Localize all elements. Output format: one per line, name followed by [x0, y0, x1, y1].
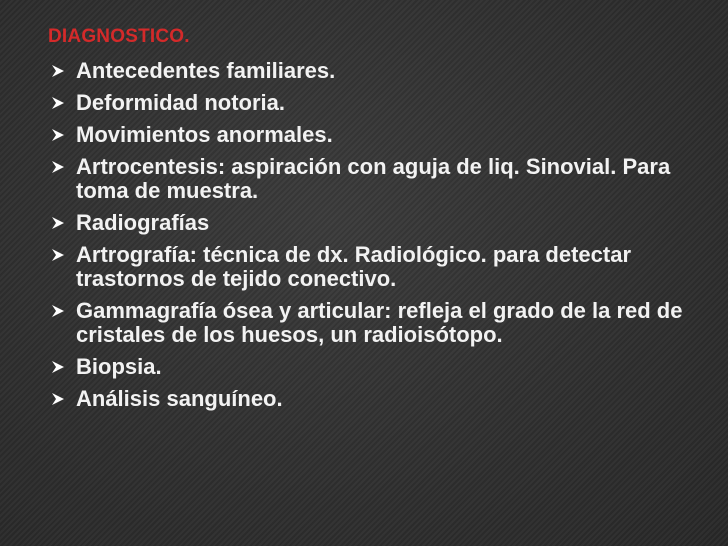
bullet-item-antecedentes — [50, 59, 710, 83]
bullet-item-analisis — [50, 387, 710, 411]
arrow-bullet-icon — [50, 215, 66, 231]
slide-heading: DIAGNOSTICO. — [48, 26, 190, 47]
bullet-text: Radiografías — [76, 210, 210, 235]
arrow-bullet-icon — [50, 95, 66, 111]
bullet-item-biopsia — [50, 355, 710, 379]
bullet-text: Gammagrafía ósea y articular: refleja el grado de la red de cristales de los huesos, un radioisótopo. — [76, 298, 683, 347]
bullet-text: Antecedentes familiares. — [76, 58, 336, 83]
arrow-bullet-icon — [50, 159, 66, 175]
arrow-bullet-icon — [50, 359, 66, 375]
bullet-text: Deformidad notoria. — [76, 90, 286, 115]
bullet-text: Movimientos anormales. — [76, 122, 333, 147]
arrow-bullet-icon — [50, 391, 66, 407]
arrow-bullet-icon — [50, 127, 66, 143]
bullet-item-artrocentesis — [50, 155, 710, 203]
bullet-item-artrografia — [50, 243, 710, 291]
bullet-list — [50, 59, 710, 419]
arrow-bullet-icon — [50, 303, 66, 319]
bullet-text: Análisis sanguíneo. — [76, 386, 283, 411]
bullet-item-gammagrafia — [50, 299, 710, 347]
bullet-text: Artrocentesis: aspiración con aguja de liq. Sinovial. Para toma de muestra. — [76, 154, 671, 203]
bullet-item-deformidad — [50, 91, 710, 115]
bullet-item-radiografias — [50, 211, 710, 235]
arrow-bullet-icon — [50, 247, 66, 263]
bullet-text: Artrografía: técnica de dx. Radiológico. para detectar trastornos de tejido conectivo. — [76, 242, 632, 291]
arrow-bullet-icon — [50, 63, 66, 79]
bullet-item-movimientos — [50, 123, 710, 147]
bullet-text: Biopsia. — [76, 354, 162, 379]
